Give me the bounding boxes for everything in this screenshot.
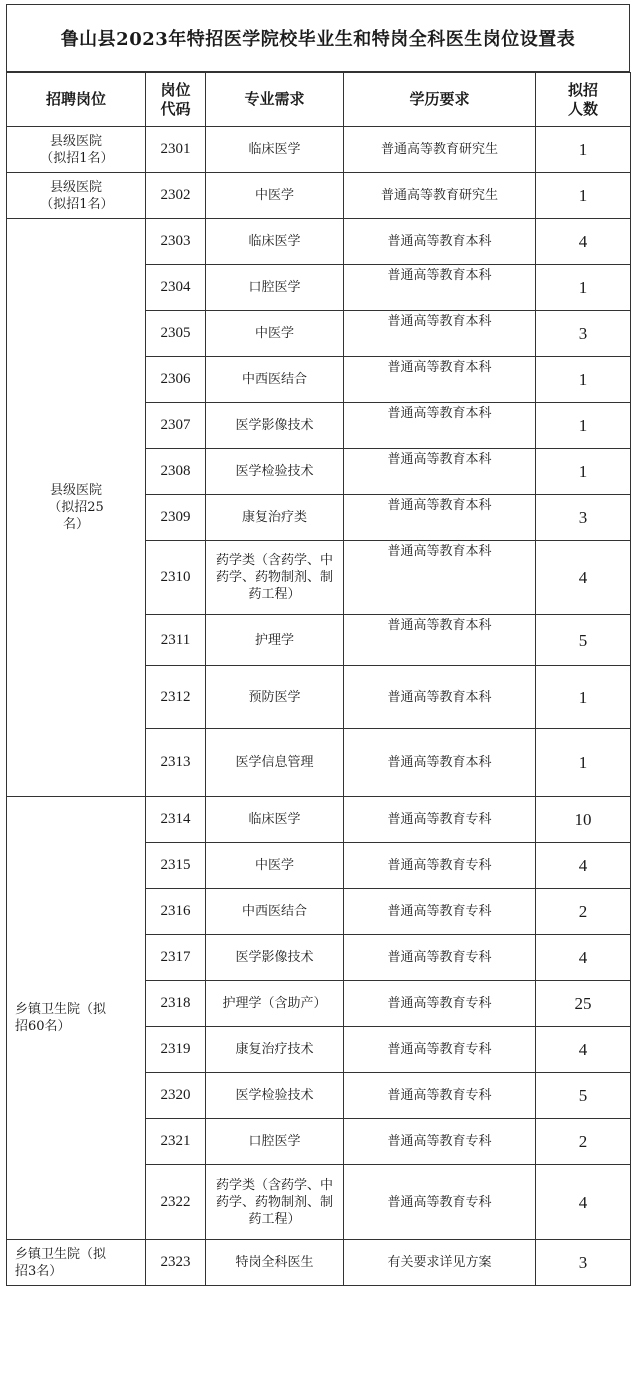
education-cell: 普通高等教育本科 [344,495,536,541]
header-post: 招聘岗位 [7,73,146,127]
count-cell: 1 [536,729,631,797]
major-cell: 特岗全科医生 [206,1240,344,1286]
education-cell: 有关要求详见方案 [344,1240,536,1286]
code-cell: 2321 [146,1119,206,1165]
post-label: 乡镇卫生院（拟招3名） [15,1246,107,1279]
education-cell: 普通高等教育专科 [344,889,536,935]
education-cell: 普通高等教育本科 [344,449,536,495]
positions-table [6,72,631,1286]
education-cell: 普通高等教育本科 [344,615,536,666]
count-cell: 1 [536,449,631,495]
education-cell: 普通高等教育研究生 [344,173,536,219]
major-cell: 医学信息管理 [206,729,344,797]
code-cell: 2312 [146,666,206,729]
post-cell [7,1240,146,1286]
post-cell [7,219,146,797]
major-cell: 中西医结合 [206,357,344,403]
count-cell: 4 [536,843,631,889]
major-cell: 中医学 [206,311,344,357]
post-label: 县级医院（拟招25名） [48,483,104,532]
major-cell: 医学影像技术 [206,935,344,981]
count-cell: 10 [536,797,631,843]
post-label: 县级医院（拟招1名） [40,179,114,212]
education-cell: 普通高等教育本科 [344,541,536,615]
education-cell: 普通高等教育本科 [344,311,536,357]
education-cell: 普通高等教育本科 [344,357,536,403]
count-cell: 25 [536,981,631,1027]
post-cell [7,797,146,1240]
header-code-text: 岗位代码 [160,80,191,118]
code-cell: 2316 [146,889,206,935]
major-cell: 康复治疗类 [206,495,344,541]
major-cell: 临床医学 [206,127,344,173]
education-cell: 普通高等教育专科 [344,981,536,1027]
major-cell: 临床医学 [206,219,344,265]
major-cell: 康复治疗技术 [206,1027,344,1073]
header-education: 学历要求 [344,73,536,127]
count-cell: 4 [536,1027,631,1073]
major-cell: 口腔医学 [206,265,344,311]
table-row [7,797,631,843]
count-cell: 1 [536,173,631,219]
education-cell: 普通高等教育专科 [344,1165,536,1240]
count-cell: 3 [536,495,631,541]
education-cell: 普通高等教育本科 [344,666,536,729]
count-cell: 5 [536,1073,631,1119]
code-cell: 2305 [146,311,206,357]
table-row [7,219,631,265]
code-cell: 2314 [146,797,206,843]
post-label: 乡镇卫生院（拟招60名） [15,1002,107,1034]
page-title: 鲁山县2023年特招医学院校毕业生和特岗全科医生岗位设置表 [6,4,630,72]
major-cell: 中医学 [206,173,344,219]
count-cell: 3 [536,1240,631,1286]
code-cell: 2322 [146,1165,206,1240]
code-cell: 2303 [146,219,206,265]
post-cell [7,173,146,219]
education-cell: 普通高等教育专科 [344,1027,536,1073]
major-cell: 护理学 [206,615,344,666]
count-cell: 1 [536,666,631,729]
code-cell: 2320 [146,1073,206,1119]
count-cell: 1 [536,265,631,311]
count-cell: 2 [536,889,631,935]
table-row [7,1240,631,1286]
header-count-text: 拟招人数 [567,80,598,118]
major-cell: 药学类（含药学、中药学、药物制剂、制药工程） [206,1165,344,1240]
header-major: 专业需求 [206,73,344,127]
major-cell: 中医学 [206,843,344,889]
count-cell: 4 [536,1165,631,1240]
count-cell: 1 [536,127,631,173]
major-cell: 护理学（含助产） [206,981,344,1027]
post-cell [7,127,146,173]
code-cell: 2302 [146,173,206,219]
code-cell: 2319 [146,1027,206,1073]
major-cell: 中西医结合 [206,889,344,935]
education-cell: 普通高等教育专科 [344,1119,536,1165]
education-cell: 普通高等教育研究生 [344,127,536,173]
table-row [7,127,631,173]
major-cell: 临床医学 [206,797,344,843]
code-cell: 2317 [146,935,206,981]
code-cell: 2315 [146,843,206,889]
education-cell: 普通高等教育本科 [344,729,536,797]
education-cell: 普通高等教育本科 [344,403,536,449]
education-cell: 普通高等教育本科 [344,265,536,311]
education-cell: 普通高等教育专科 [344,843,536,889]
major-cell: 口腔医学 [206,1119,344,1165]
education-cell: 普通高等教育专科 [344,935,536,981]
count-cell: 4 [536,541,631,615]
count-cell: 4 [536,935,631,981]
header-row [7,73,631,127]
code-cell: 2304 [146,265,206,311]
code-cell: 2308 [146,449,206,495]
code-cell: 2311 [146,615,206,666]
code-cell: 2318 [146,981,206,1027]
count-cell: 1 [536,357,631,403]
header-count [536,73,631,127]
code-cell: 2313 [146,729,206,797]
count-cell: 2 [536,1119,631,1165]
code-cell: 2323 [146,1240,206,1286]
header-code [146,73,206,127]
code-cell: 2301 [146,127,206,173]
code-cell: 2310 [146,541,206,615]
education-cell: 普通高等教育本科 [344,219,536,265]
major-cell: 医学影像技术 [206,403,344,449]
major-cell: 药学类（含药学、中药学、药物制剂、制药工程） [206,541,344,615]
count-cell: 3 [536,311,631,357]
major-cell: 医学检验技术 [206,449,344,495]
table-row [7,173,631,219]
count-cell: 1 [536,403,631,449]
major-cell: 预防医学 [206,666,344,729]
major-cell: 医学检验技术 [206,1073,344,1119]
code-cell: 2309 [146,495,206,541]
education-cell: 普通高等教育专科 [344,797,536,843]
post-label: 县级医院（拟招1名） [40,133,114,166]
code-cell: 2307 [146,403,206,449]
education-cell: 普通高等教育专科 [344,1073,536,1119]
count-cell: 4 [536,219,631,265]
count-cell: 5 [536,615,631,666]
code-cell: 2306 [146,357,206,403]
